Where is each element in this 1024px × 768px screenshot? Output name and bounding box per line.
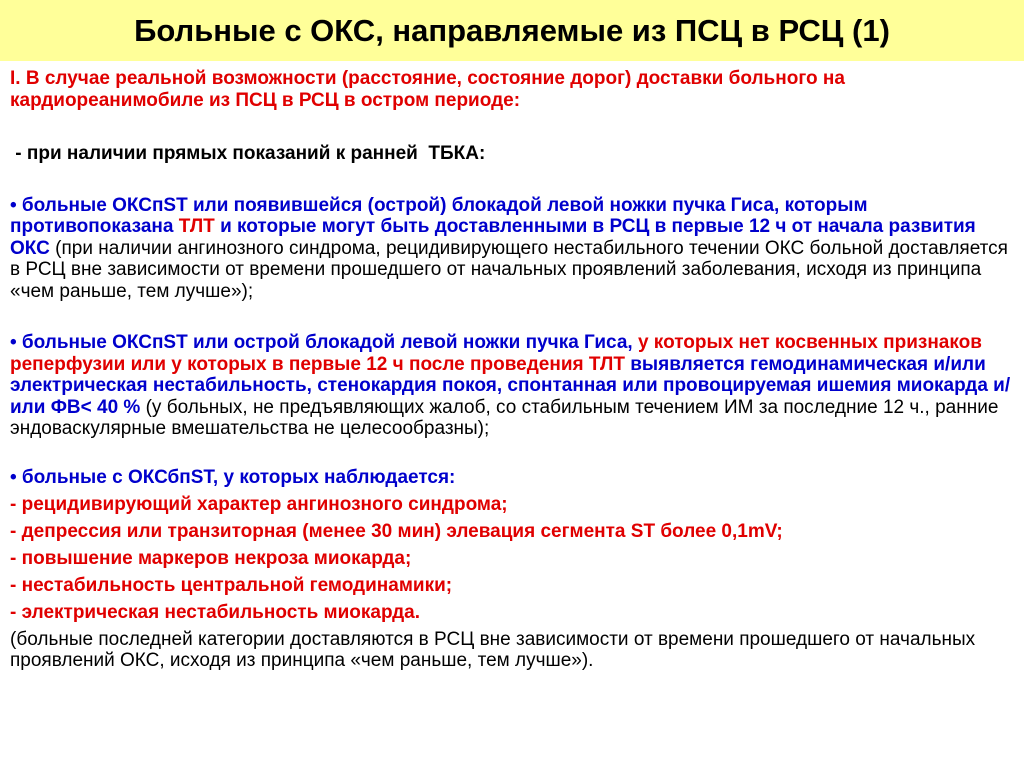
- bullet-3-item: - повышение маркеров некроза миокарда;: [10, 547, 412, 569]
- bullet-2-normal: (у больных, не предъявляющих жалоб, со стабильным течением ИМ за последние 12 ч., ранние эндоваскулярные вмешательства не целесообразны);: [10, 396, 999, 439]
- bullet-1: [10, 195, 1014, 303]
- slide-content: [10, 68, 1014, 672]
- bullet-1-blue-2: и которые могут быть доставленными в РСЦ в первые 12 ч от начала развития ОКС: [10, 216, 976, 259]
- indications-heading: - при наличии прямых показаний к ранней ТБКА:: [10, 143, 486, 164]
- bullet-3-note: (больные последней категории доставляются в РСЦ вне зависимости от времени прошедшего от начальных проявлений ОКС, исходя из принципа «чем раньше, тем лучше»).: [10, 628, 976, 671]
- bullet-3-heading: • больные с ОКСбпST, у которых наблюдается:: [10, 466, 456, 488]
- bullet-2-red: у которых нет косвенных признаков реперфузии или у которых в первые 12 ч после проведения ТЛТ: [10, 332, 982, 375]
- bullet-2-blue-2: выявляется гемодинамическая и/или электрическая нестабильность, стенокардия покоя, спонтанная или провоцируемая ишемия миокарда и/или ФВ< 40 %: [10, 353, 1011, 418]
- slide-title: [0, 0, 1024, 61]
- bullet-1-normal: (при наличии ангинозного синдрома, рецидивирующего нестабильного течении ОКС больной доставляется в РСЦ вне зависимости от времени прошедшего от начальных проявлений заболевания, исходя из принципа «чем раньше, тем лучше»);: [10, 237, 1008, 302]
- bullet-3-item: - нестабильность центральной гемодинамики;: [10, 574, 453, 596]
- bullet-2-blue-1: • больные ОКСпST или острой блокадой левой ножки пучка Гиса,: [10, 332, 633, 353]
- bullet-3-item: - депрессия или транзиторная (менее 30 мин) элевация сегмента ST более 0,1mV;: [10, 520, 783, 542]
- slide-title-text: Больные с ОКС, направляемые из ПСЦ в РСЦ (1): [134, 12, 890, 48]
- bullet-3-item: - рецидивирующий характер ангинозного синдрома;: [10, 493, 508, 515]
- bullet-1-red: ТЛТ: [178, 216, 215, 237]
- bullet-1-blue-1: • больные ОКСпST или появившейся (острой) блокадой левой ножки пучка Гиса, которым противопоказана: [10, 194, 868, 237]
- intro-paragraph: I. В случае реальной возможности (расстояние, состояние дорог) доставки больного на кардиореанимобиле из ПСЦ в РСЦ в остром периоде:: [10, 68, 845, 111]
- bullet-3-item: - электрическая нестабильность миокарда.: [10, 601, 420, 623]
- bullet-2: [10, 332, 1014, 440]
